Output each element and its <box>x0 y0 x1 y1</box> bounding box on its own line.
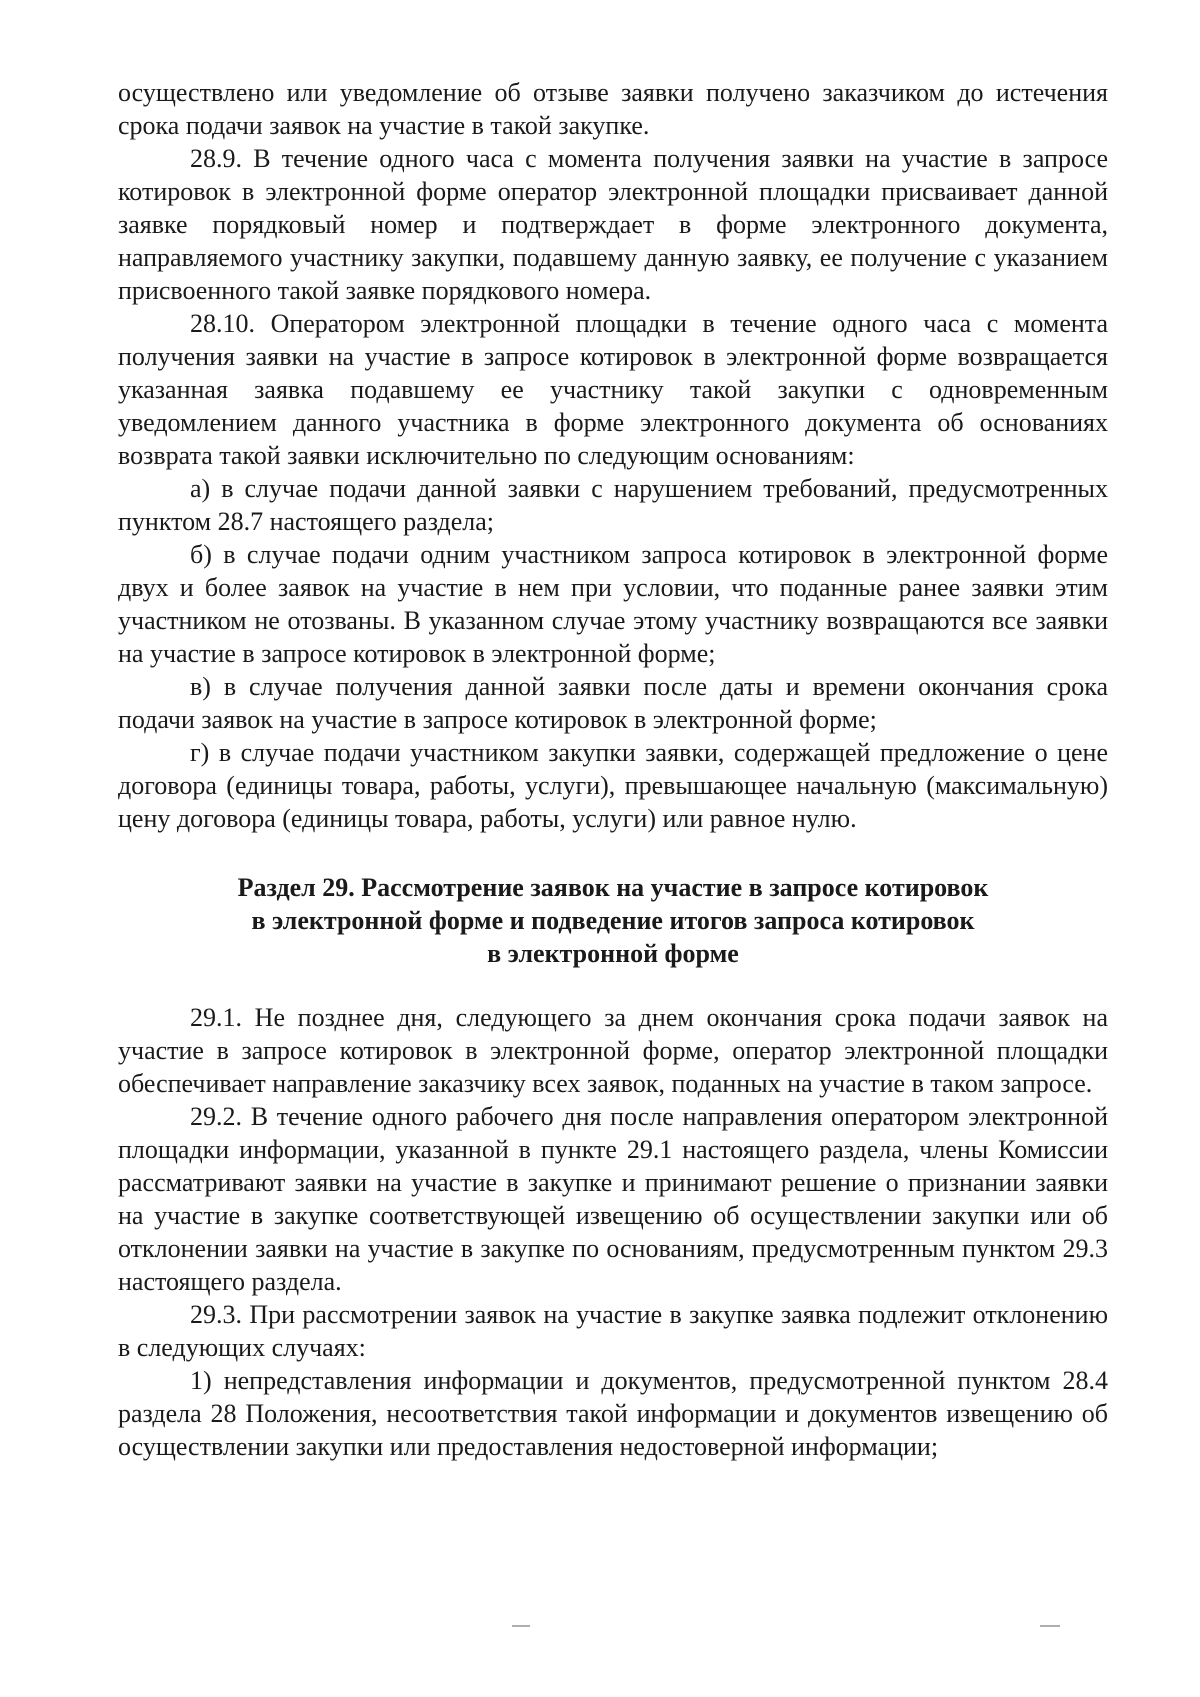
document-body <box>118 76 1108 1463</box>
section-29-heading-line-1: Раздел 29. Рассмотрение заявок на участие в запросе котировок <box>237 873 989 902</box>
list-item-b: б) в случае подачи одним участником запроса котировок в электронной форме двух и более заявок на участие в нем при условии, что поданные ранее заявки этим участником не отозваны. В указанном случае этому участнику возвращаются все заявки на участие в запросе котировок в электронной форме; <box>118 540 1108 668</box>
paragraph-29-1: 29.1. Не позднее дня, следующего за днем окончания срока подачи заявок на участие в запросе котировок в электронной форме, оператор электронной площадки обеспечивает направление заказчику всех заявок, поданных на участие в таком запросе. <box>118 1003 1108 1098</box>
paragraph-28-9: 28.9. В течение одного часа с момента получения заявки на участие в запросе котировок в электронной форме оператор электронной площадки присваивает данной заявке порядковый номер и подтверждает в форме электронного документа, направляемого участнику закупки, подавшему данную заявку, ее получение с указанием присвоенного такой заявке порядкового номера. <box>118 144 1108 305</box>
scan-mark-left <box>512 1625 530 1627</box>
paragraph-28-10: 28.10. Оператором электронной площадки в течение одного часа с момента получения заявки на участие в запросе котировок в электронной форме возвращается указанная заявка подавшему ее участнику такой закупки с одновременным уведомлением данного участника в форме электронного документа об основаниях возврата такой заявки исключительно по следующим основаниям: <box>118 309 1108 470</box>
section-29-heading-line-2: в электронной форме и подведение итогов запроса котировок <box>251 906 975 935</box>
paragraph-29-2: 29.2. В течение одного рабочего дня после направления оператором электронной площадки информации, указанной в пункте 29.1 настоящего раздела, члены Комиссии рассматривают заявки на участие в закупке и принимают решение о признании заявки на участие в закупке соответствующей извещению об осуществлении закупки или об отклонении заявки на участие в закупке по основаниям, предусмотренным пунктом 29.3 настоящего раздела. <box>118 1102 1108 1296</box>
list-item-v: в) в случае получения данной заявки после даты и времени окончания срока подачи заявок на участие в запросе котировок в электронной форме; <box>118 672 1108 734</box>
list-item-g: г) в случае подачи участником закупки заявки, содержащей предложение о цене договора (единицы товара, работы, услуги), превышающее начальную (максимальную) цену договора (единицы товара, работы, услуги) или равное нулю. <box>118 738 1108 833</box>
list-item-a: а) в случае подачи данной заявки с нарушением требований, предусмотренных пунктом 28.7 настоящего раздела; <box>118 474 1108 536</box>
paragraph-29-3: 29.3. При рассмотрении заявок на участие в закупке заявка подлежит отклонению в следующих случаях: <box>118 1300 1108 1362</box>
scan-mark-right <box>1040 1625 1060 1627</box>
section-29-heading-line-3: в электронной форме <box>487 939 739 968</box>
paragraph-continuation: осуществлено или уведомление об отзыве заявки получено заказчиком до истечения срока подачи заявок на участие в такой закупке. <box>118 78 1108 140</box>
section-29-heading <box>118 871 1108 970</box>
list-item-1: 1) непредставления информации и документов, предусмотренной пунктом 28.4 раздела 28 Положения, несоответствия такой информации и документов извещению об осуществлении закупки или предоставления недостоверной информации; <box>118 1366 1108 1461</box>
